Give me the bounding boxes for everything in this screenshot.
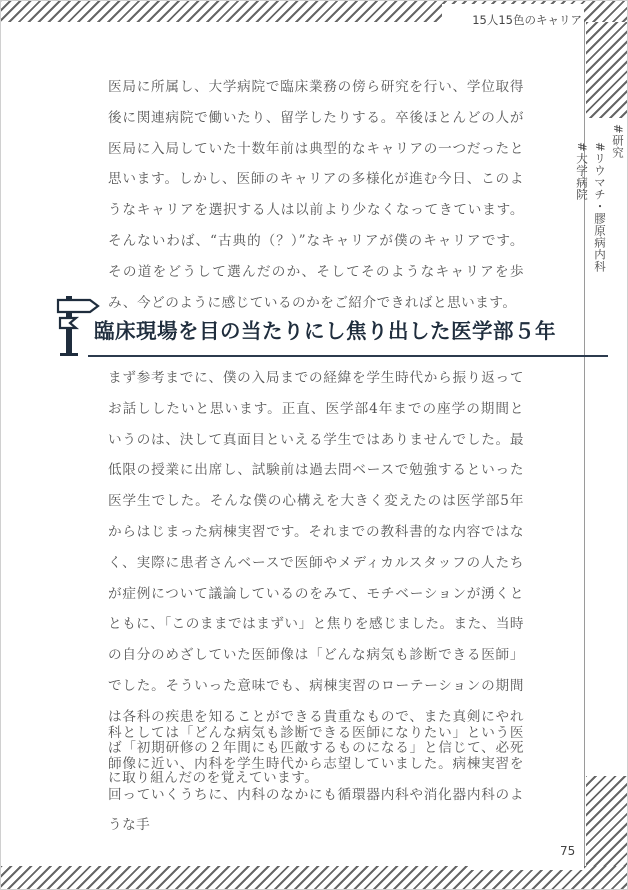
tag-research: #研究 bbox=[611, 124, 625, 159]
med-school-paragraph: まず参考までに、僕の入局までの経緯を学生時代から振り返ってお話ししたいと思います。正直、医学部4年までの座学の期間というのは、決して真面目といえる学生ではありませんでした。最低限の授業に出席し、試験前は過去問ベースで勉強するといった医学生でした。そんな僕の心構えを大きく変えたのは医学部5年からはじまった病棟実習です。それまでの教科書的な内容ではなく、実際に患者さんベースで医師やメディカルスタッフの人たちが症例について議論しているのをみて、モチベーションが湧くとともに、「このままではまずい」と焦りを感じました。また、当時の自分のめざしていた医師像は「どんな病気も診断できる医師」でした。そういった意味でも、病棟実習のローテーションの期間は各科の疾患を知ることができる貴重なもので、また真剣にやれば「初期研修の２年間にも匹敵するものになる」と信じて、必死に取り組んだのを覚えています。 bbox=[108, 370, 525, 787]
page-number: 75 bbox=[560, 844, 576, 858]
specialty-paragraph: 科としては「どんな病気も診断できる医師になりたい」という医師像に近い、内科を学生時代から志望していました。病棟実習を回っていくうちに、内科のなかにも循環器内科や消化器内科のような手 bbox=[108, 725, 524, 834]
intro-paragraph: 医局に所属し、大学病院で臨床業務の傍ら研究を行い、学位取得後に関連病院で働いたり、留学したりする。卒後ほとんどの人が医局に入局していた十数年前は典型的なキャリアの一つだったと思います。しかし、医師のキャリアの多様化が進む今日、このようなキャリアを選択する人は以前より少なくなってきています。そんないわば、“古典的（？）”なキャリアが僕のキャリアです。その道をどうして選んだのか、そしてそのようなキャリアを歩み、今どのように感じているのかをご紹介できればと思います。 bbox=[108, 79, 524, 311]
side-tags bbox=[575, 124, 626, 273]
section-heading-title: 臨床現場を目の当たりにし焦り出した医学部５年 bbox=[94, 319, 556, 343]
section-heading bbox=[58, 294, 554, 358]
heading-underline bbox=[88, 355, 608, 357]
tag-rheumatology: #リウマチ・膠原病内科 bbox=[593, 142, 607, 273]
running-head: 15人15色のキャリア bbox=[472, 13, 582, 27]
tag-university-hospital: #大学病院 bbox=[575, 142, 589, 201]
